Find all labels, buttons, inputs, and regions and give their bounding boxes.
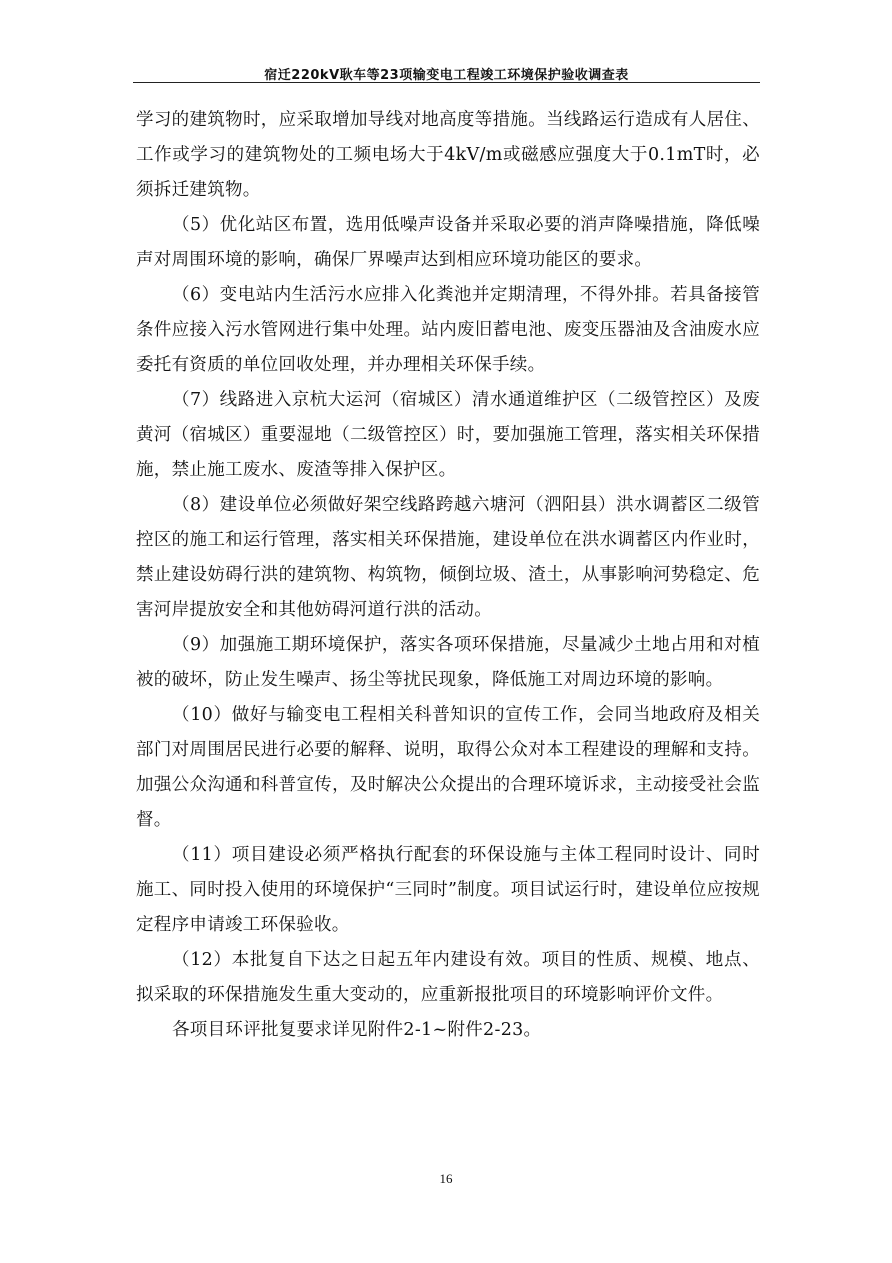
paragraph-item-8: （8）建设单位必须做好架空线路跨越六塘河（泗阳县）洪水调蓄区二级管控区的施工和运行管理，落实相关环保措施，建设单位在洪水调蓄区内作业时，禁止建设妨碍行洪的建筑物、构筑物，倾倒垃圾、渣土，从事影响河势稳定、危害河岸提放安全和其他妨碍河道行洪的活动。 (136, 495, 760, 620)
document-body (136, 103, 760, 1048)
page-number: 16 (439, 1171, 453, 1186)
paragraph-attachments-note: 各项目环评批复要求详见附件2-1~附件2-23。 (172, 1020, 542, 1040)
paragraph-item-5: （5）优化站区布置，选用低噪声设备并采取必要的消声降噪措施，降低噪声对周围环境的影响，确保厂界噪声达到相应环境功能区的要求。 (136, 215, 760, 270)
paragraph-item-12: （12）本批复自下达之日起五年内建设有效。项目的性质、规模、地点、拟采取的环保措施发生重大变动的，应重新报批项目的环境影响评价文件。 (136, 950, 760, 1005)
paragraph-continuation: 学习的建筑物时，应采取增加导线对地高度等措施。当线路运行造成有人居住、工作或学习的建筑物处的工频电场大于4kV/m或磁感应强度大于0.1mT时，必须拆迁建筑物。 (136, 110, 760, 200)
paragraph-item-7: （7）线路进入京杭大运河（宿城区）清水通道维护区（二级管控区）及废黄河（宿城区）重要湿地（二级管控区）时，要加强施工管理，落实相关环保措施，禁止施工废水、废渣等排入保护区。 (136, 390, 760, 480)
page-header-title: 宿迁220kV耿车等23项输变电工程竣工环境保护验收调查表 (264, 68, 629, 83)
paragraph-item-10: （10）做好与输变电工程相关科普知识的宣传工作，会同当地政府及相关部门对周围居民进行必要的解释、说明，取得公众对本工程建设的理解和支持。加强公众沟通和科普宣传，及时解决公众提出的合理环境诉求，主动接受社会监督。 (136, 705, 760, 830)
header-divider (133, 82, 760, 83)
paragraph-item-9: （9）加强施工期环境保护，落实各项环保措施，尽量减少土地占用和对植被的破坏，防止发生噪声、扬尘等扰民现象，降低施工对周边环境的影响。 (136, 635, 760, 690)
paragraph-item-11: （11）项目建设必须严格执行配套的环保设施与主体工程同时设计、同时施工、同时投入使用的环境保护“三同时”制度。项目试运行时，建设单位应按规定程序申请竣工环保验收。 (136, 845, 760, 935)
paragraph-item-6: （6）变电站内生活污水应排入化粪池并定期清理，不得外排。若具备接管条件应接入污水管网进行集中处理。站内废旧蓄电池、废变压器油及含油废水应委托有资质的单位回收处理，并办理相关环保手续。 (136, 285, 760, 375)
